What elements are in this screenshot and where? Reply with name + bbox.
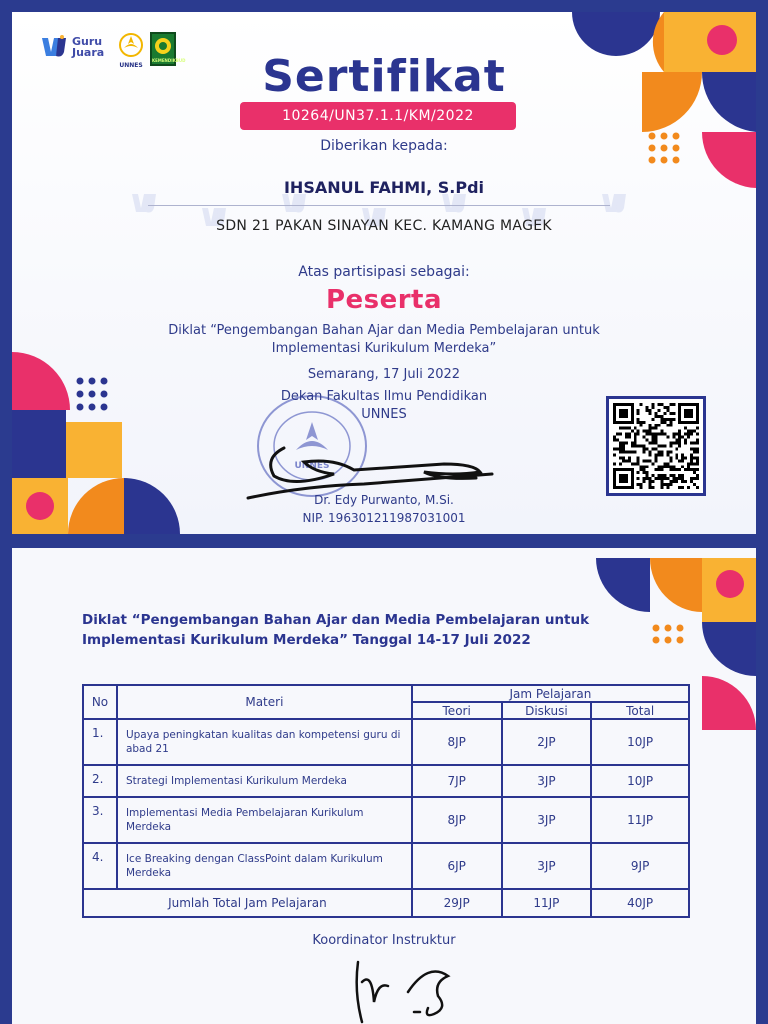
certificate-page: [12, 12, 756, 534]
guru-juara-text-2: Juara: [72, 46, 105, 59]
participant-role: Peserta: [325, 285, 443, 315]
row-teori: 8JP: [412, 797, 502, 843]
row-diskusi: 3JP: [502, 797, 592, 843]
row-teori: 6JP: [412, 843, 502, 889]
row-materi: Strategi Implementasi Kurikulum Merdeka: [117, 765, 412, 797]
certificate-title: Sertifikat: [262, 51, 506, 102]
row-total: 11JP: [591, 797, 689, 843]
header-jam-pelajaran: Jam Pelajaran: [412, 685, 689, 702]
row-no: 1.: [83, 719, 117, 765]
row-total: 10JP: [591, 765, 689, 797]
row-materi: Upaya peningkatan kualitas dan kompetensi guru di abad 21: [117, 719, 412, 765]
signer-name: Dr. Edy Purwanto, M.Si.: [314, 493, 454, 507]
row-no: 2.: [83, 765, 117, 797]
event-description: [12, 322, 756, 358]
dean-line-2: UNNES: [361, 407, 407, 422]
event-line-1: Diklat “Pengembangan Bahan Ajar dan Media Pembelajaran untuk: [168, 323, 600, 338]
stamp-text: UNNES: [294, 461, 330, 471]
header-no: No: [83, 685, 117, 719]
total-teori: 29JP: [412, 889, 502, 917]
dean-signature: [244, 428, 496, 500]
qr-code[interactable]: [606, 396, 706, 496]
guru-juara-text-1: Guru: [72, 35, 103, 48]
schedule-page: [12, 548, 756, 1024]
row-materi: Ice Breaking dengan ClassPoint dalam Kurikulum Merdeka: [117, 843, 412, 889]
row-no: 4.: [83, 843, 117, 889]
table-total-row: [83, 889, 689, 917]
header-teori: Teori: [412, 702, 502, 719]
certificate-number-badge: 10264/UN37.1.1/KM/2022: [240, 102, 516, 130]
header-total: Total: [591, 702, 689, 719]
coordinator-signature: [348, 952, 468, 1024]
unnes-logo-text: UNNES: [119, 62, 143, 69]
event-line-2: Implementasi Kurikulum Merdeka”: [271, 341, 497, 356]
table-row: [83, 719, 689, 765]
schedule-title: [82, 610, 642, 650]
lesson-hours-table: [82, 684, 690, 918]
recipient-school: SDN 21 PAKAN SINAYAN KEC. KAMANG MAGEK: [216, 218, 552, 234]
row-total: 9JP: [591, 843, 689, 889]
header-diskusi: Diskusi: [502, 702, 592, 719]
recipient-underline: [148, 205, 610, 206]
schedule-title-line-1: Diklat “Pengembangan Bahan Ajar dan Media Pembelajaran untuk: [82, 612, 590, 628]
row-materi: Implementasi Media Pembelajaran Kurikulum Merdeka: [117, 797, 412, 843]
given-to-label: Diberikan kepada:: [320, 138, 448, 154]
table-row: [83, 765, 689, 797]
row-total: 10JP: [591, 719, 689, 765]
row-teori: 7JP: [412, 765, 502, 797]
table-row: [83, 797, 689, 843]
row-no: 3.: [83, 797, 117, 843]
row-diskusi: 3JP: [502, 843, 592, 889]
total-diskusi: 11JP: [502, 889, 592, 917]
row-teori: 8JP: [412, 719, 502, 765]
total-total: 40JP: [591, 889, 689, 917]
row-diskusi: 3JP: [502, 765, 592, 797]
header-materi: Materi: [117, 685, 412, 719]
dean-line-1: Dekan Fakultas Ilmu Pendidikan: [280, 389, 488, 404]
recipient-name: IHSANUL FAHMI, S.Pdi: [283, 178, 485, 197]
ppg-logo-text: KEMENDIKBUD: [152, 58, 186, 63]
place-date: Semarang, 17 Juli 2022: [307, 367, 461, 382]
signer-nip: NIP. 196301211987031001: [302, 511, 466, 525]
qr-code-icon: [613, 403, 699, 489]
total-label: Jumlah Total Jam Pelajaran: [83, 889, 412, 917]
schedule-title-line-2: Implementasi Kurikulum Merdeka” Tanggal 14-17 Juli 2022: [82, 632, 531, 648]
participation-label: Atas partisipasi sebagai:: [298, 264, 470, 280]
table-row: [83, 843, 689, 889]
row-diskusi: 2JP: [502, 719, 592, 765]
coordinator-title: Koordinator Instruktur: [312, 933, 456, 948]
